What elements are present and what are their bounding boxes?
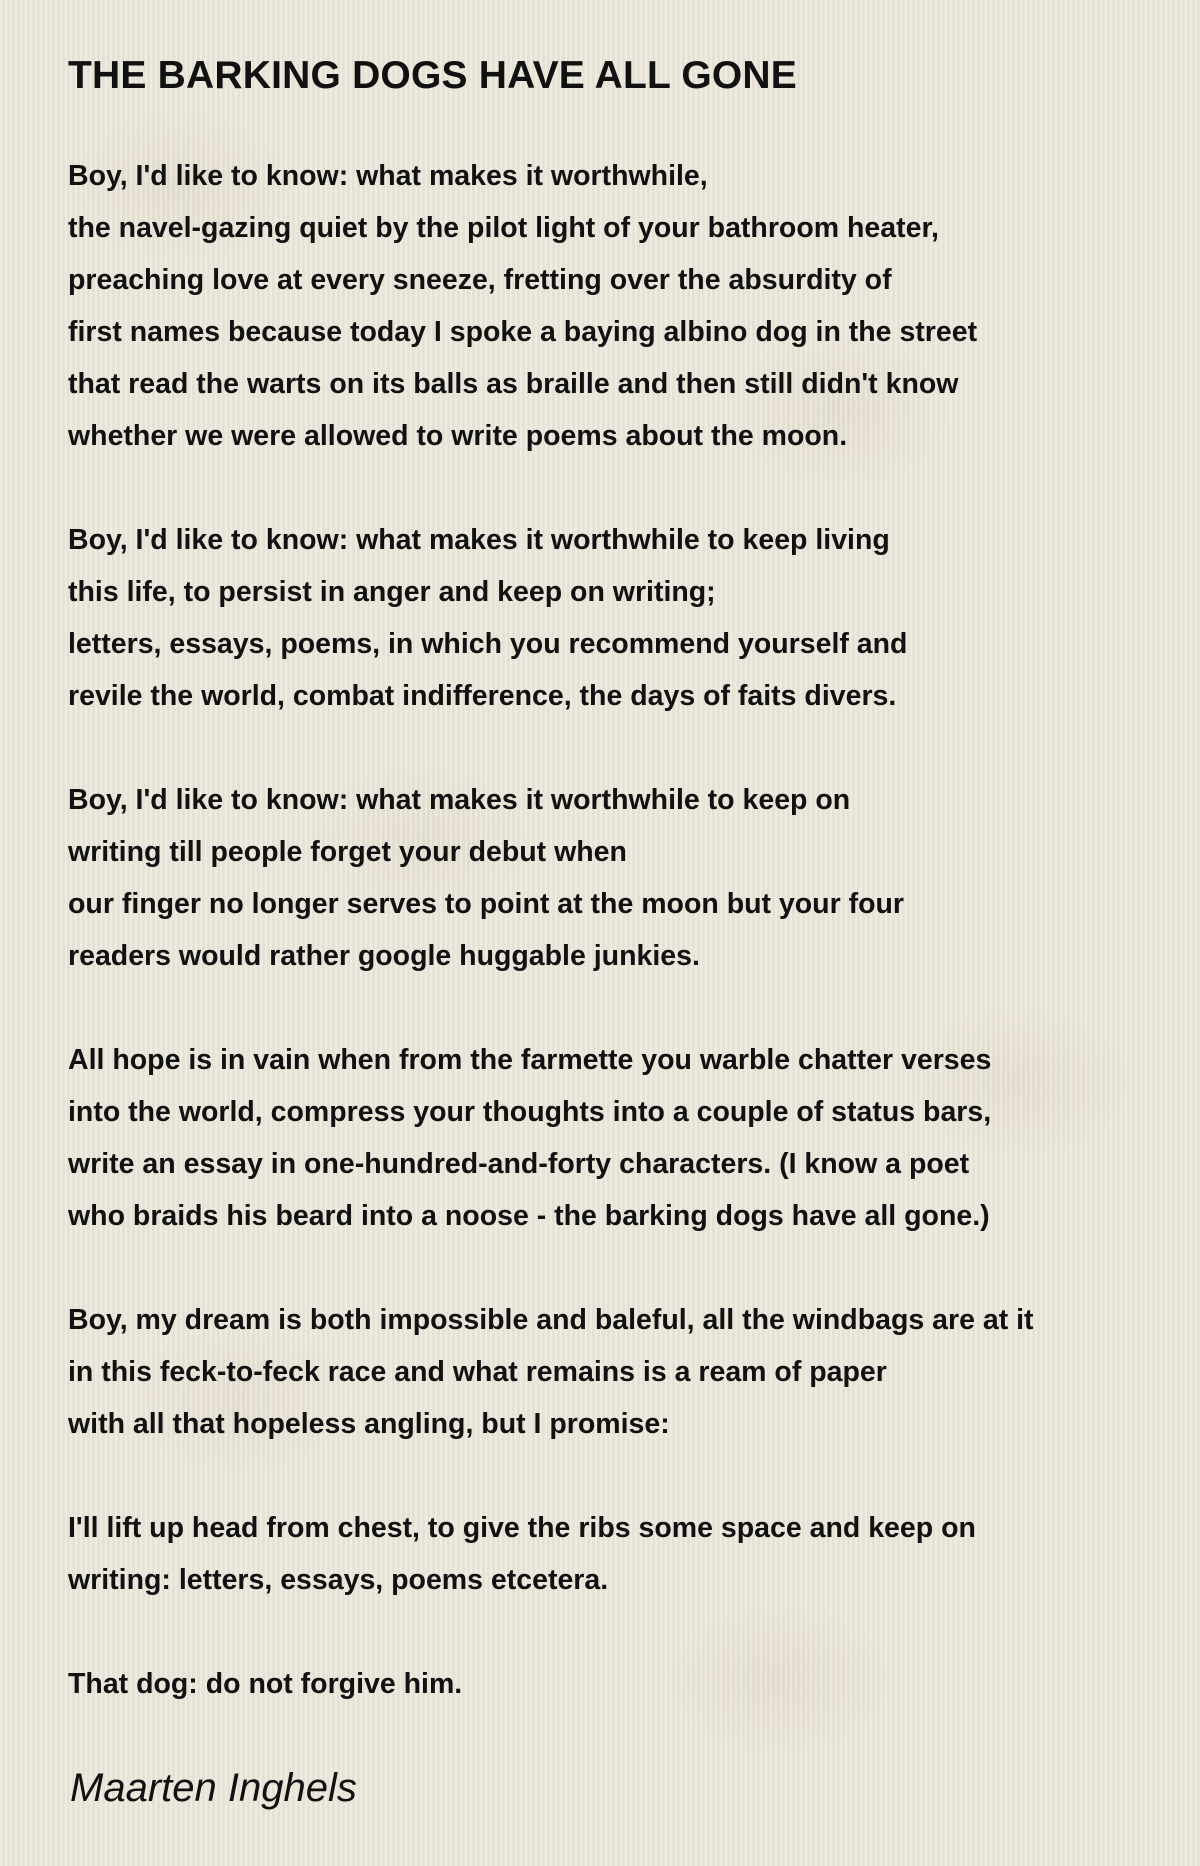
poem-author: Maarten Inghels [70,1766,357,1810]
poem-line: write an essay in one-hundred-and-forty characters. (I know a poet [68,1148,970,1180]
poem-line: writing till people forget your debut when [68,836,627,868]
poem-line: writing: letters, essays, poems etcetera. [68,1564,609,1596]
poem-line: the navel-gazing quiet by the pilot light of your bathroom heater, [68,212,939,244]
poem-line: Boy, my dream is both impossible and baleful, all the windbags are at it [68,1304,1034,1336]
stanza-4 [68,1034,1188,1242]
poem-body [68,150,1188,1762]
poem-line: I'll lift up head from chest, to give the ribs some space and keep on [68,1512,976,1544]
stanza-5 [68,1294,1188,1450]
poem-line: that read the warts on its balls as braille and then still didn't know [68,368,959,400]
poem-line: All hope is in vain when from the farmette you warble chatter verses [68,1044,992,1076]
poem-line: first names because today I spoke a baying albino dog in the street [68,316,978,348]
poem-line: preaching love at every sneeze, fretting over the absurdity of [68,264,892,296]
poem-line: our finger no longer serves to point at the moon but your four [68,888,905,920]
poem-line: Boy, I'd like to know: what makes it worthwhile to keep living [68,524,890,556]
poem-line: revile the world, combat indifference, the days of faits divers. [68,680,897,712]
poem-line: whether we were allowed to write poems about the moon. [68,420,848,452]
stanza-2 [68,514,1188,722]
poem-title: THE BARKING DOGS HAVE ALL GONE [68,54,797,97]
poem-line: in this feck-to-feck race and what remains is a ream of paper [68,1356,887,1388]
poem-line: letters, essays, poems, in which you recommend yourself and [68,628,908,660]
poem-line: That dog: do not forgive him. [68,1668,463,1700]
poem-line: Boy, I'd like to know: what makes it worthwhile to keep on [68,784,851,816]
stanza-6 [68,1502,1188,1606]
stanza-3 [68,774,1188,982]
poem-line: with all that hopeless angling, but I promise: [68,1408,670,1440]
poem-line: into the world, compress your thoughts into a couple of status bars, [68,1096,992,1128]
stanza-7 [68,1658,1188,1710]
poem-line: Boy, I'd like to know: what makes it worthwhile, [68,160,708,192]
poem-line: readers would rather google huggable junkies. [68,940,700,972]
stanza-1 [68,150,1188,462]
poem-line: who braids his beard into a noose - the barking dogs have all gone.) [68,1200,990,1232]
poem-line: this life, to persist in anger and keep on writing; [68,576,716,608]
